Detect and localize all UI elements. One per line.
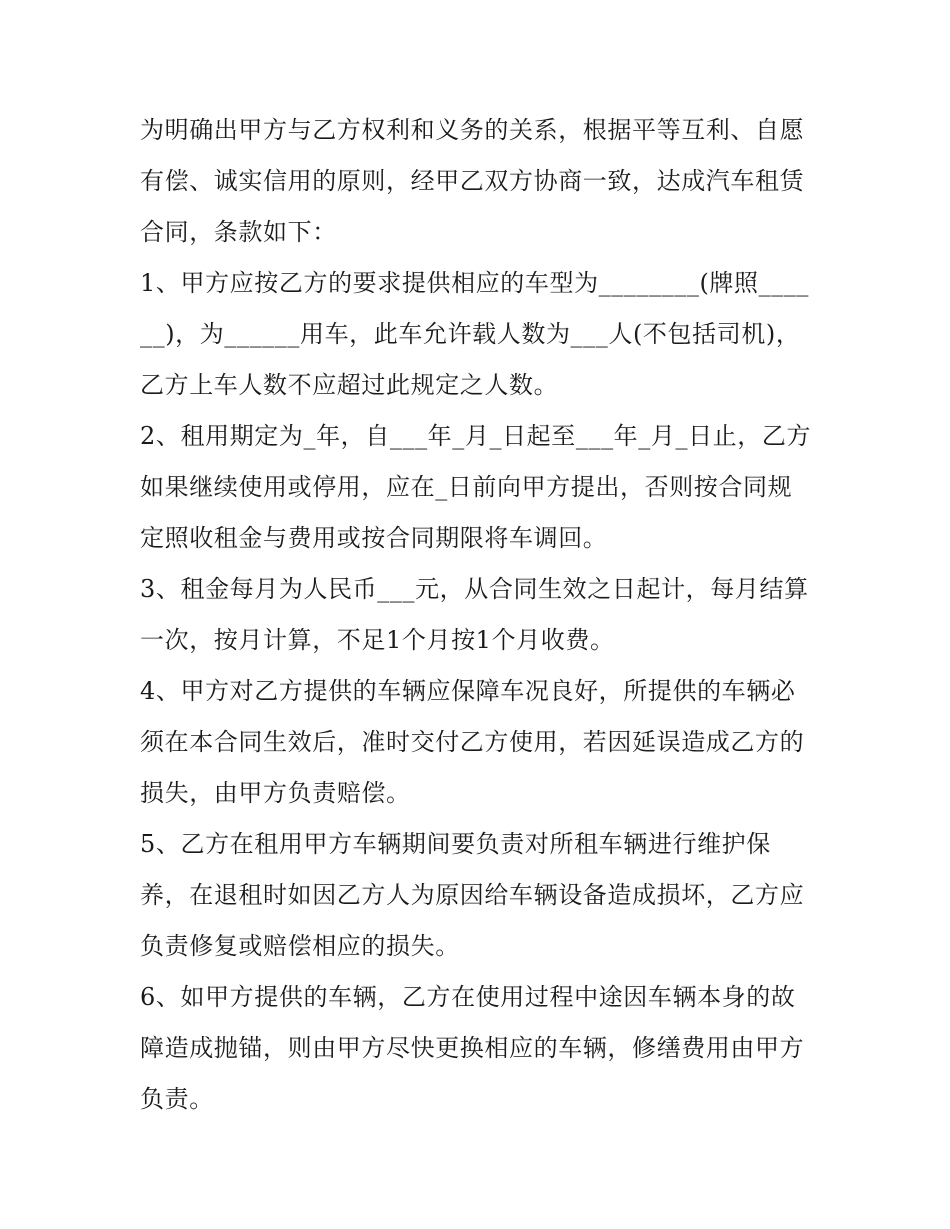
paragraph-clause-5: 5、乙方在租用甲方车辆期间要负责对所租车辆进行维护保养，在退租时如因乙方人为原因给车辆设备造成损坏，乙方应负责修复或赔偿相应的损失。 bbox=[140, 830, 805, 960]
paragraph-clause-1: 1、甲方应按乙方的要求提供相应的车型为________(牌照______)，为______用车，此车允许载人数为___人(不包括司机)，乙方上车人数不应超过此规定之人数。 bbox=[140, 269, 810, 399]
paragraph-clause-3: 3、租金每月为人民币___元，从合同生效之日起计，每月结算一次，按月计算，不足1个月按1个月收费。 bbox=[140, 575, 809, 654]
paragraph-preamble: 为明确出甲方与乙方权利和义务的关系，根据平等互利、自愿有偿、诚实信用的原则，经甲乙双方协商一致，达成汽车租赁合同，条款如下： bbox=[140, 116, 805, 246]
paragraph-clause-4: 4、甲方对乙方提供的车辆应保障车况良好，所提供的车辆必须在本合同生效后，准时交付乙方使用，若因延误造成乙方的损失，由甲方负责赔偿。 bbox=[140, 677, 805, 807]
paragraph-clause-6: 6、如甲方提供的车辆，乙方在使用过程中途因车辆本身的故障造成抛锚，则由甲方尽快更换相应的车辆，修缮费用由甲方负责。 bbox=[140, 983, 805, 1113]
paragraph-clause-2: 2、租用期定为_年，自___年_月_日起至___年_月_日止，乙方如果继续使用或停用，应在_日前向甲方提出，否则按合同规定照收租金与费用或按合同期限将车调回。 bbox=[140, 422, 812, 552]
document-body bbox=[140, 105, 812, 1125]
